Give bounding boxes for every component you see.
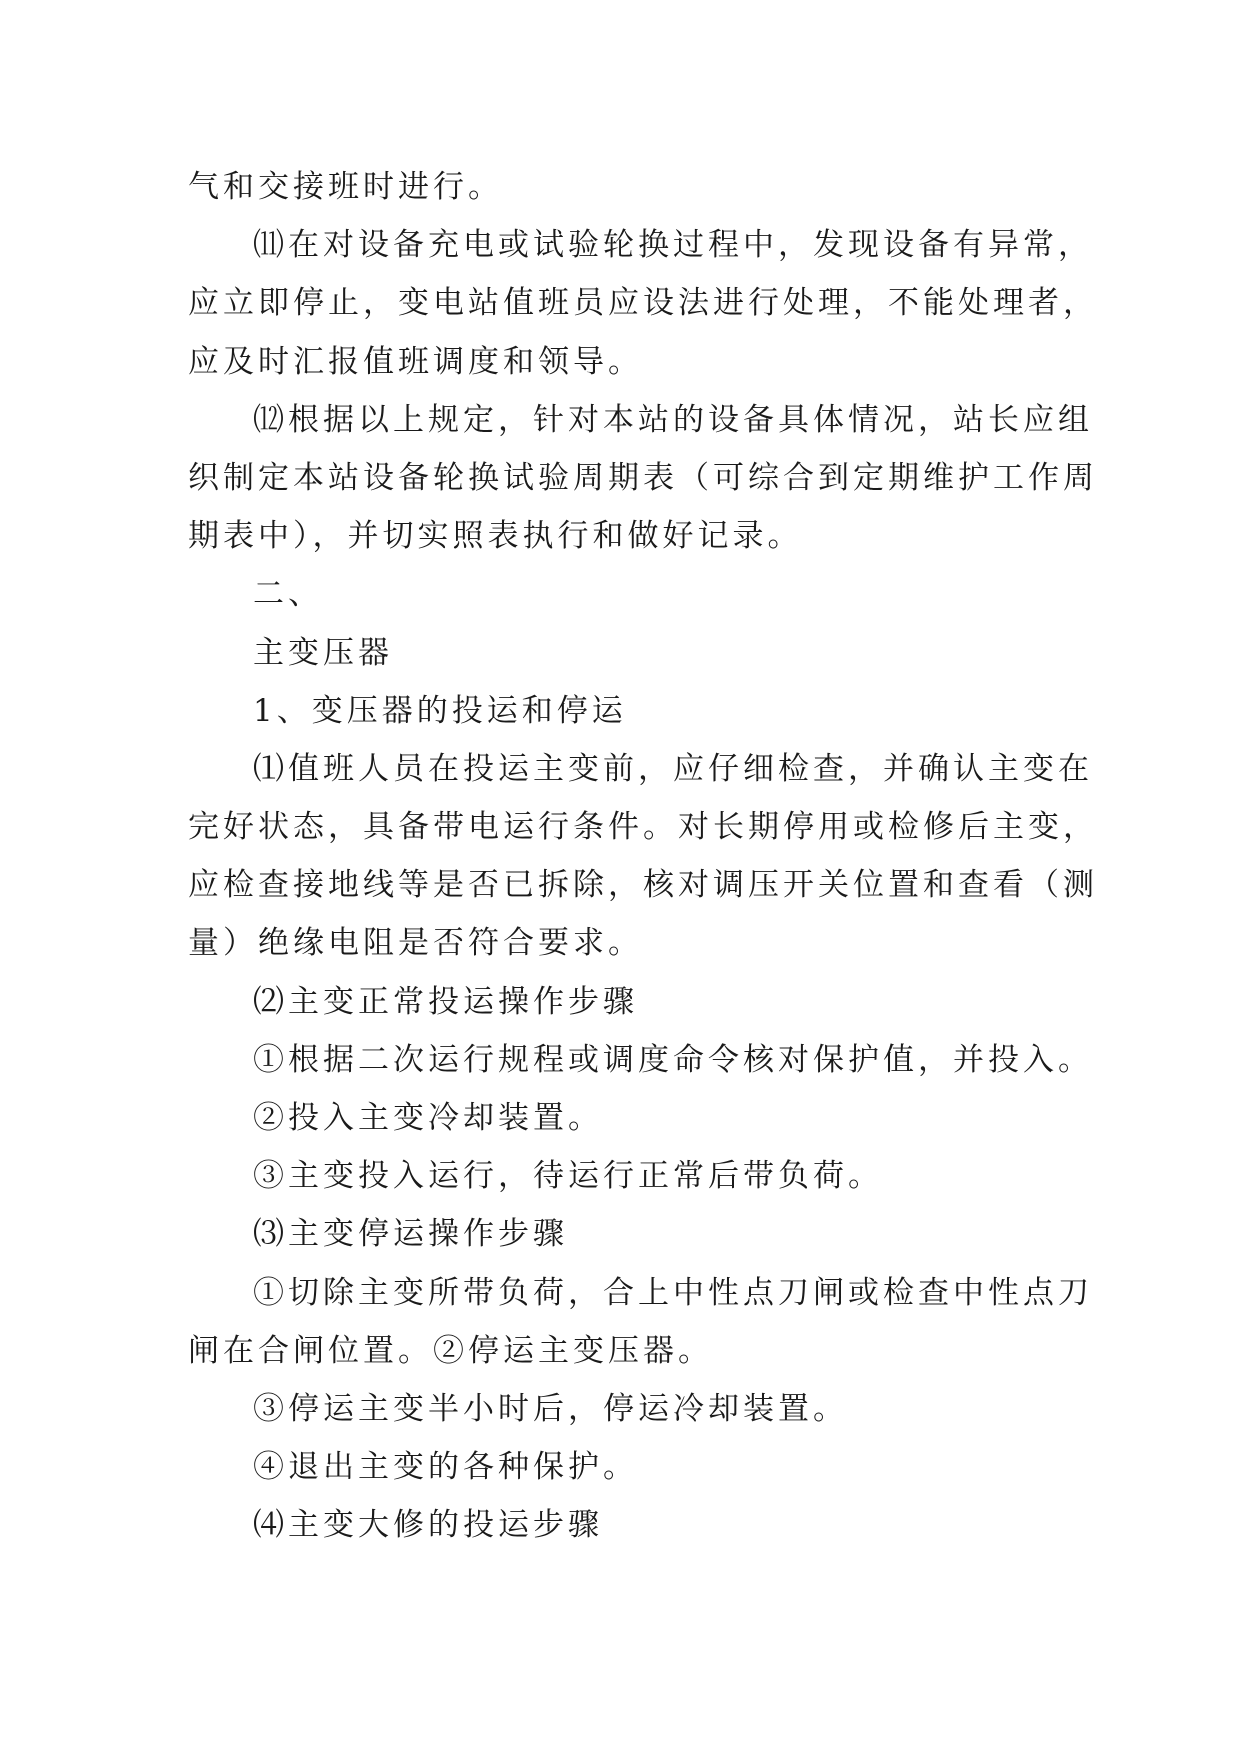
- section-heading: 主变压器: [253, 634, 393, 671]
- list-item: ③主变投入运行，待运行正常后带负荷。: [253, 1158, 883, 1195]
- list-item: ③停运主变半小时后，停运冷却装置。: [253, 1390, 848, 1427]
- list-item: ④退出主变的各种保护。: [253, 1449, 638, 1486]
- paragraph-line: 气和交接班时进行。: [188, 169, 503, 205]
- paragraph-line: 期表中），并切实照表执行和做好记录。: [188, 518, 803, 555]
- subsection-heading: 1、变压器的投运和停运: [253, 692, 627, 729]
- paragraph-line: ⑷主变大修的投运步骤: [253, 1507, 603, 1544]
- paragraph-line: 完好状态，具备带电运行条件。对长期停用或检修后主变，: [188, 809, 1098, 846]
- paragraph-line: ⑶主变停运操作步骤: [253, 1216, 568, 1253]
- list-item: ①根据二次运行规程或调度命令核对保护值，并投入。: [253, 1041, 1093, 1078]
- paragraph-line: 应立即停止，变电站值班员应设法进行处理，不能处理者，: [188, 285, 1098, 322]
- paragraph-line: 量）绝缘电阻是否符合要求。: [188, 925, 643, 962]
- document-body: [188, 158, 1098, 1555]
- paragraph-line: ⑵主变正常投运操作步骤: [253, 983, 638, 1020]
- paragraph-line: ⑿根据以上规定，针对本站的设备具体情况，站长应组: [253, 401, 1093, 438]
- list-item: ①切除主变所带负荷，合上中性点刀闸或检查中性点刀: [253, 1274, 1093, 1311]
- paragraph-line: 应检查接地线等是否已拆除，核对调压开关位置和查看（测: [188, 867, 1098, 904]
- list-item: ②投入主变冷却装置。: [253, 1100, 603, 1136]
- paragraph-line: 闸在合闸位置。②停运主变压器。: [188, 1332, 713, 1369]
- section-number: 二、: [253, 576, 323, 613]
- paragraph-line: 应及时汇报值班调度和领导。: [188, 343, 643, 380]
- paragraph-line: ⑴值班人员在投运主变前，应仔细检查，并确认主变在: [253, 750, 1093, 787]
- paragraph-line: 织制定本站设备轮换试验周期表（可综合到定期维护工作周: [188, 459, 1098, 496]
- paragraph-line: ⑾在对设备充电或试验轮换过程中，发现设备有异常，: [253, 227, 1093, 264]
